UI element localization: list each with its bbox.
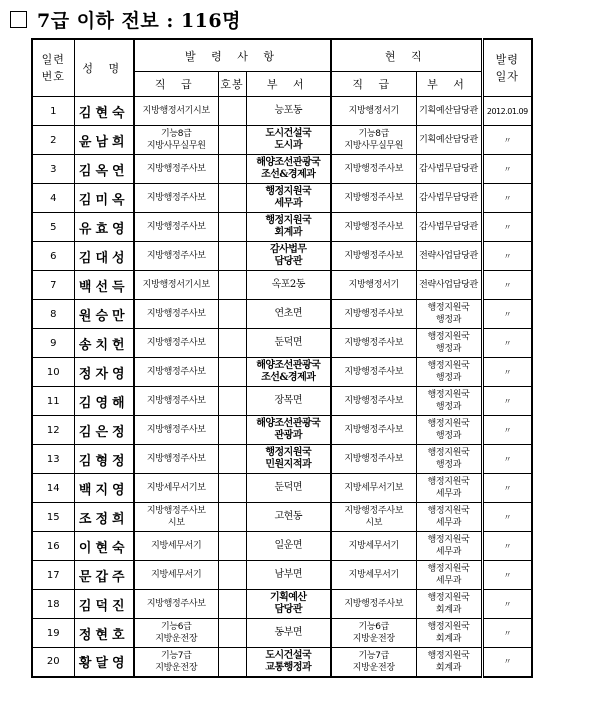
cell-name: 김대성 bbox=[74, 242, 134, 271]
cell-cur-dept: 행정지원국 행정과 bbox=[416, 329, 482, 358]
cell-dept: 장목면 bbox=[246, 387, 331, 416]
cell-date: 〃 bbox=[482, 503, 532, 532]
cell-date: 〃 bbox=[482, 300, 532, 329]
header-hobong: 호봉 bbox=[218, 72, 246, 97]
cell-date: 〃 bbox=[482, 155, 532, 184]
cell-cur-dept: 감사법무담당관 bbox=[416, 155, 482, 184]
cell-grade: 지방행정주사보 bbox=[134, 213, 218, 242]
cell-hobong bbox=[218, 242, 246, 271]
cell-cur-dept: 전략사업담당관 bbox=[416, 242, 482, 271]
cell-num: 1 bbox=[32, 97, 74, 126]
cell-cur-grade: 지방행정주사보 bbox=[331, 300, 416, 329]
cell-num: 3 bbox=[32, 155, 74, 184]
cell-date: 〃 bbox=[482, 358, 532, 387]
cell-cur-dept: 행정지원국 세무과 bbox=[416, 561, 482, 590]
cell-date: 〃 bbox=[482, 561, 532, 590]
cell-cur-dept: 행정지원국 회계과 bbox=[416, 648, 482, 677]
table-row bbox=[32, 155, 532, 184]
header-date-label: 발령 일자 bbox=[495, 53, 519, 83]
cell-date: 〃 bbox=[482, 474, 532, 503]
cell-name: 정자영 bbox=[74, 358, 134, 387]
cell-cur-grade: 지방행정주사보 bbox=[331, 416, 416, 445]
cell-name: 문갑주 bbox=[74, 561, 134, 590]
cell-num: 15 bbox=[32, 503, 74, 532]
cell-cur-dept: 행정지원국 세무과 bbox=[416, 503, 482, 532]
cell-cur-grade: 지방행정주사보 bbox=[331, 155, 416, 184]
cell-name: 백지영 bbox=[74, 474, 134, 503]
cell-date: 〃 bbox=[482, 184, 532, 213]
cell-name: 김덕진 bbox=[74, 590, 134, 619]
cell-hobong bbox=[218, 300, 246, 329]
cell-num: 2 bbox=[32, 126, 74, 155]
cell-cur-grade: 지방행정주사보 bbox=[331, 213, 416, 242]
cell-hobong bbox=[218, 213, 246, 242]
cell-dept: 동부면 bbox=[246, 619, 331, 648]
cell-cur-grade: 기능8급 지방사무실무원 bbox=[331, 126, 416, 155]
cell-num: 4 bbox=[32, 184, 74, 213]
cell-num: 11 bbox=[32, 387, 74, 416]
cell-cur-dept: 행정지원국 세무과 bbox=[416, 474, 482, 503]
cell-cur-grade: 지방행정주사보 bbox=[331, 358, 416, 387]
cell-num: 13 bbox=[32, 445, 74, 474]
cell-num: 9 bbox=[32, 329, 74, 358]
cell-grade: 지방행정주사보 시보 bbox=[134, 503, 218, 532]
cell-name: 김형정 bbox=[74, 445, 134, 474]
cell-hobong bbox=[218, 474, 246, 503]
header-cur-dept: 부 서 bbox=[416, 72, 482, 97]
header-num-label: 일련 번호 bbox=[41, 53, 65, 83]
cell-dept: 기획예산 담당관 bbox=[246, 590, 331, 619]
cell-cur-dept: 감사법무담당관 bbox=[416, 184, 482, 213]
cell-grade: 기능7급 지방운전장 bbox=[134, 648, 218, 677]
table-row bbox=[32, 300, 532, 329]
header-date bbox=[482, 39, 532, 97]
cell-cur-grade: 지방세무서기 bbox=[331, 561, 416, 590]
cell-date: 〃 bbox=[482, 619, 532, 648]
cell-grade: 지방행정주사보 bbox=[134, 445, 218, 474]
cell-name: 윤남희 bbox=[74, 126, 134, 155]
cell-cur-grade: 기능6급 지방운전장 bbox=[331, 619, 416, 648]
cell-name: 김미옥 bbox=[74, 184, 134, 213]
table-row bbox=[32, 126, 532, 155]
cell-hobong bbox=[218, 271, 246, 300]
cell-name: 정현호 bbox=[74, 619, 134, 648]
cell-grade: 지방행정주사보 bbox=[134, 416, 218, 445]
cell-date: 〃 bbox=[482, 213, 532, 242]
cell-cur-dept: 기획예산담당관 bbox=[416, 97, 482, 126]
cell-name: 김은정 bbox=[74, 416, 134, 445]
cell-cur-dept: 행정지원국 행정과 bbox=[416, 387, 482, 416]
cell-cur-dept: 행정지원국 행정과 bbox=[416, 445, 482, 474]
transfer-table bbox=[31, 38, 533, 678]
cell-num: 16 bbox=[32, 532, 74, 561]
table-row bbox=[32, 503, 532, 532]
cell-hobong bbox=[218, 619, 246, 648]
header-current: 현 직 bbox=[331, 39, 482, 72]
cell-hobong bbox=[218, 329, 246, 358]
page-title-text: 7급 이하 전보 : 116명 bbox=[37, 9, 241, 32]
cell-dept: 행정지원국 세무과 bbox=[246, 184, 331, 213]
cell-grade: 지방세무서기 bbox=[134, 532, 218, 561]
cell-cur-grade: 지방행정주사보 bbox=[331, 445, 416, 474]
cell-grade: 지방행정주사보 bbox=[134, 155, 218, 184]
cell-num: 6 bbox=[32, 242, 74, 271]
cell-dept: 도시건설국 도시과 bbox=[246, 126, 331, 155]
cell-hobong bbox=[218, 445, 246, 474]
table-row bbox=[32, 561, 532, 590]
cell-cur-grade: 지방행정주사보 bbox=[331, 387, 416, 416]
table-row bbox=[32, 97, 532, 126]
cell-name: 송치헌 bbox=[74, 329, 134, 358]
table-row bbox=[32, 619, 532, 648]
cell-cur-dept: 감사법무담당관 bbox=[416, 213, 482, 242]
cell-cur-dept: 행정지원국 행정과 bbox=[416, 416, 482, 445]
cell-date: 〃 bbox=[482, 387, 532, 416]
cell-num: 18 bbox=[32, 590, 74, 619]
table-row bbox=[32, 213, 532, 242]
cell-grade: 기능8급 지방사무실무원 bbox=[134, 126, 218, 155]
cell-grade: 지방행정서기시보 bbox=[134, 271, 218, 300]
cell-dept: 도시건설국 교통행정과 bbox=[246, 648, 331, 677]
cell-cur-grade: 지방행정주사보 bbox=[331, 590, 416, 619]
cell-num: 12 bbox=[32, 416, 74, 445]
table-row bbox=[32, 184, 532, 213]
cell-hobong bbox=[218, 503, 246, 532]
cell-name: 황달영 bbox=[74, 648, 134, 677]
cell-grade: 지방행정주사보 bbox=[134, 242, 218, 271]
cell-cur-dept: 전략사업담당관 bbox=[416, 271, 482, 300]
cell-grade: 지방세무서기 bbox=[134, 561, 218, 590]
cell-num: 14 bbox=[32, 474, 74, 503]
cell-name: 김영해 bbox=[74, 387, 134, 416]
cell-num: 20 bbox=[32, 648, 74, 677]
cell-name: 김현숙 bbox=[74, 97, 134, 126]
cell-hobong bbox=[218, 416, 246, 445]
cell-name: 이현숙 bbox=[74, 532, 134, 561]
cell-dept: 남부면 bbox=[246, 561, 331, 590]
cell-name: 유효영 bbox=[74, 213, 134, 242]
cell-name: 원승만 bbox=[74, 300, 134, 329]
cell-num: 17 bbox=[32, 561, 74, 590]
header-name: 성 명 bbox=[74, 39, 134, 97]
cell-cur-grade: 지방행정서기 bbox=[331, 97, 416, 126]
cell-dept: 행정지원국 회계과 bbox=[246, 213, 331, 242]
cell-dept: 해양조선관광국 조선&경제과 bbox=[246, 358, 331, 387]
cell-cur-dept: 행정지원국 회계과 bbox=[416, 619, 482, 648]
cell-date: 〃 bbox=[482, 242, 532, 271]
cell-dept: 해양조선관광국 조선&경제과 bbox=[246, 155, 331, 184]
cell-hobong bbox=[218, 184, 246, 213]
cell-hobong bbox=[218, 561, 246, 590]
cell-cur-grade: 지방행정주사보 bbox=[331, 329, 416, 358]
cell-num: 10 bbox=[32, 358, 74, 387]
cell-dept: 일운면 bbox=[246, 532, 331, 561]
cell-cur-grade: 기능7급 지방운전장 bbox=[331, 648, 416, 677]
cell-hobong bbox=[218, 358, 246, 387]
cell-date: 〃 bbox=[482, 532, 532, 561]
header-appoint: 발 령 사 항 bbox=[134, 39, 331, 72]
header-num bbox=[32, 39, 74, 97]
table-row bbox=[32, 648, 532, 677]
cell-num: 19 bbox=[32, 619, 74, 648]
cell-name: 김옥연 bbox=[74, 155, 134, 184]
cell-hobong bbox=[218, 97, 246, 126]
cell-cur-dept: 행정지원국 회계과 bbox=[416, 590, 482, 619]
cell-grade: 지방행정주사보 bbox=[134, 184, 218, 213]
cell-hobong bbox=[218, 387, 246, 416]
cell-dept: 능포동 bbox=[246, 97, 331, 126]
cell-date: 2012.01.09 bbox=[482, 97, 532, 126]
checkbox-square-icon bbox=[10, 11, 27, 28]
cell-dept: 해양조선관광국 관광과 bbox=[246, 416, 331, 445]
cell-hobong bbox=[218, 532, 246, 561]
cell-cur-grade: 지방세무서기보 bbox=[331, 474, 416, 503]
table-row bbox=[32, 271, 532, 300]
cell-dept: 감사법무 담당관 bbox=[246, 242, 331, 271]
cell-cur-dept: 행정지원국 행정과 bbox=[416, 358, 482, 387]
cell-dept: 행정지원국 민원지적과 bbox=[246, 445, 331, 474]
header-grade: 직 급 bbox=[134, 72, 218, 97]
table-row bbox=[32, 445, 532, 474]
cell-grade: 지방행정서기시보 bbox=[134, 97, 218, 126]
cell-hobong bbox=[218, 590, 246, 619]
table-row bbox=[32, 329, 532, 358]
cell-dept: 옥포2동 bbox=[246, 271, 331, 300]
cell-date: 〃 bbox=[482, 126, 532, 155]
cell-grade: 지방행정주사보 bbox=[134, 358, 218, 387]
cell-cur-grade: 지방행정주사보 bbox=[331, 184, 416, 213]
table-row bbox=[32, 590, 532, 619]
cell-dept: 연초면 bbox=[246, 300, 331, 329]
cell-cur-dept: 행정지원국 세무과 bbox=[416, 532, 482, 561]
cell-grade: 지방행정주사보 bbox=[134, 590, 218, 619]
cell-name: 백선득 bbox=[74, 271, 134, 300]
cell-dept: 둔덕면 bbox=[246, 329, 331, 358]
cell-hobong bbox=[218, 155, 246, 184]
cell-cur-dept: 기획예산담당관 bbox=[416, 126, 482, 155]
table-row bbox=[32, 242, 532, 271]
cell-grade: 지방행정주사보 bbox=[134, 387, 218, 416]
cell-cur-grade: 지방행정주사보 시보 bbox=[331, 503, 416, 532]
table-row bbox=[32, 358, 532, 387]
cell-hobong bbox=[218, 126, 246, 155]
cell-date: 〃 bbox=[482, 445, 532, 474]
cell-num: 5 bbox=[32, 213, 74, 242]
cell-grade: 기능6급 지방운전장 bbox=[134, 619, 218, 648]
cell-grade: 지방행정주사보 bbox=[134, 329, 218, 358]
table-row bbox=[32, 474, 532, 503]
cell-dept: 둔덕면 bbox=[246, 474, 331, 503]
cell-cur-grade: 지방세무서기 bbox=[331, 532, 416, 561]
header-cur-grade: 직 급 bbox=[331, 72, 416, 97]
cell-dept: 고현동 bbox=[246, 503, 331, 532]
cell-cur-grade: 지방행정서기 bbox=[331, 271, 416, 300]
table-row bbox=[32, 416, 532, 445]
cell-cur-dept: 행정지원국 행정과 bbox=[416, 300, 482, 329]
cell-grade: 지방행정주사보 bbox=[134, 300, 218, 329]
cell-name: 조정희 bbox=[74, 503, 134, 532]
cell-date: 〃 bbox=[482, 271, 532, 300]
cell-hobong bbox=[218, 648, 246, 677]
cell-date: 〃 bbox=[482, 329, 532, 358]
cell-date: 〃 bbox=[482, 590, 532, 619]
cell-date: 〃 bbox=[482, 648, 532, 677]
header-dept: 부 서 bbox=[246, 72, 331, 97]
cell-grade: 지방세무서기보 bbox=[134, 474, 218, 503]
cell-cur-grade: 지방행정주사보 bbox=[331, 242, 416, 271]
table-row bbox=[32, 532, 532, 561]
table-row bbox=[32, 387, 532, 416]
cell-date: 〃 bbox=[482, 416, 532, 445]
page-title bbox=[10, 6, 241, 32]
cell-num: 7 bbox=[32, 271, 74, 300]
cell-num: 8 bbox=[32, 300, 74, 329]
